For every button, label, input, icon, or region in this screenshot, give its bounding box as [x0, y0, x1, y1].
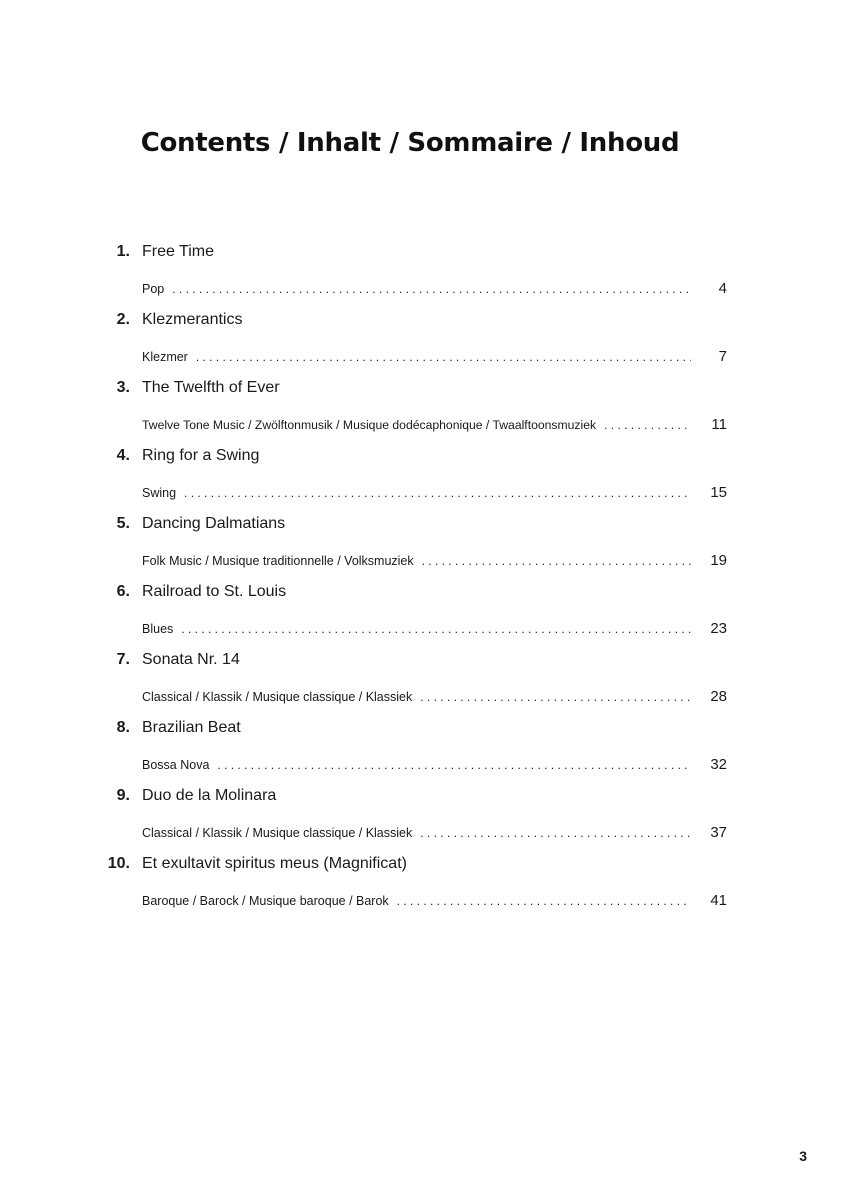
- dot-leader: [420, 822, 691, 844]
- toc-entry: [0, 580, 845, 648]
- entry-title: Sonata Nr. 14: [142, 651, 240, 668]
- entry-page-number: 19: [710, 552, 727, 569]
- entry-subtitle-line: [142, 482, 727, 504]
- entry-number: 9.: [116, 787, 130, 804]
- entry-page-number: 15: [710, 484, 727, 501]
- toc-entry: [0, 852, 845, 920]
- entry-number: 6.: [116, 583, 130, 600]
- entry-genre: Bossa Nova: [142, 758, 210, 772]
- entry-number: 8.: [116, 719, 130, 736]
- dot-leader: [172, 278, 691, 300]
- entry-page-number: 11: [711, 416, 727, 433]
- entry-subtitle-line: [142, 618, 727, 640]
- entry-title: Dancing Dalmatians: [142, 515, 286, 532]
- entry-page-number: 32: [710, 756, 727, 773]
- dot-leader: [397, 890, 691, 912]
- entry-number: 2.: [116, 311, 130, 328]
- entry-number: 3.: [116, 379, 130, 396]
- entry-genre: Pop: [142, 282, 165, 296]
- entry-number: 5.: [116, 515, 130, 532]
- page-title: Contents / Inhalt / Sommaire / Inhoud: [140, 128, 680, 158]
- toc-entry: [0, 444, 845, 512]
- entry-number: 1.: [116, 243, 130, 260]
- entry-page-number: 23: [710, 620, 727, 637]
- entry-title: Et exultavit spiritus meus (Magnificat): [142, 855, 407, 872]
- entry-genre: Blues: [142, 622, 174, 636]
- entry-genre: Swing: [142, 486, 177, 500]
- entry-page-number: 4: [718, 280, 727, 297]
- dot-leader: [422, 550, 691, 572]
- toc-entry: [0, 308, 845, 376]
- entry-subtitle-line: [142, 890, 727, 912]
- toc-entry: [0, 376, 845, 444]
- entry-title: Brazilian Beat: [142, 719, 241, 736]
- entry-title: Railroad to St. Louis: [142, 583, 287, 600]
- table-of-contents: [0, 240, 845, 920]
- toc-entry: [0, 240, 845, 308]
- entry-title: Free Time: [142, 243, 215, 260]
- entry-page-number: 37: [710, 824, 727, 841]
- entry-genre: Baroque / Barock / Musique baroque / Barok: [142, 894, 389, 908]
- dot-leader: [196, 346, 691, 368]
- entry-genre: Classical / Klassik / Musique classique / Klassiek: [142, 826, 413, 840]
- toc-entry: [0, 716, 845, 784]
- toc-entry: [0, 512, 845, 580]
- entry-subtitle-line: [142, 346, 727, 368]
- entry-subtitle-line: [142, 278, 727, 300]
- entry-genre: Folk Music / Musique traditionnelle / Volksmuziek: [142, 554, 414, 568]
- entry-page-number: 7: [718, 348, 727, 365]
- entry-number: 10.: [107, 855, 130, 872]
- entry-number: 7.: [116, 651, 130, 668]
- entry-subtitle-line: [142, 686, 727, 708]
- entry-genre: Klezmer: [142, 350, 188, 364]
- entry-genre: Classical / Klassik / Musique classique / Klassiek: [142, 690, 413, 704]
- entry-title: Klezmerantics: [142, 311, 243, 328]
- dot-leader: [420, 686, 691, 708]
- entry-title: The Twelfth of Ever: [142, 379, 280, 396]
- dot-leader: [217, 754, 691, 776]
- page-number: 3: [799, 1148, 807, 1164]
- entry-subtitle-line: [142, 550, 727, 572]
- entry-subtitle-line: [142, 414, 727, 436]
- entry-title: Ring for a Swing: [142, 447, 260, 464]
- toc-entry: [0, 648, 845, 716]
- entry-title: Duo de la Molinara: [142, 787, 277, 804]
- entry-genre: Twelve Tone Music / Zwölftonmusik / Musique dodécaphonique / Twaalftoonsmuziek: [142, 418, 597, 432]
- entry-page-number: 41: [710, 892, 727, 909]
- dot-leader: [604, 414, 691, 436]
- entry-page-number: 28: [710, 688, 727, 705]
- toc-entry: [0, 784, 845, 852]
- dot-leader: [184, 482, 691, 504]
- entry-subtitle-line: [142, 822, 727, 844]
- entry-subtitle-line: [142, 754, 727, 776]
- entry-number: 4.: [116, 447, 130, 464]
- dot-leader: [181, 618, 691, 640]
